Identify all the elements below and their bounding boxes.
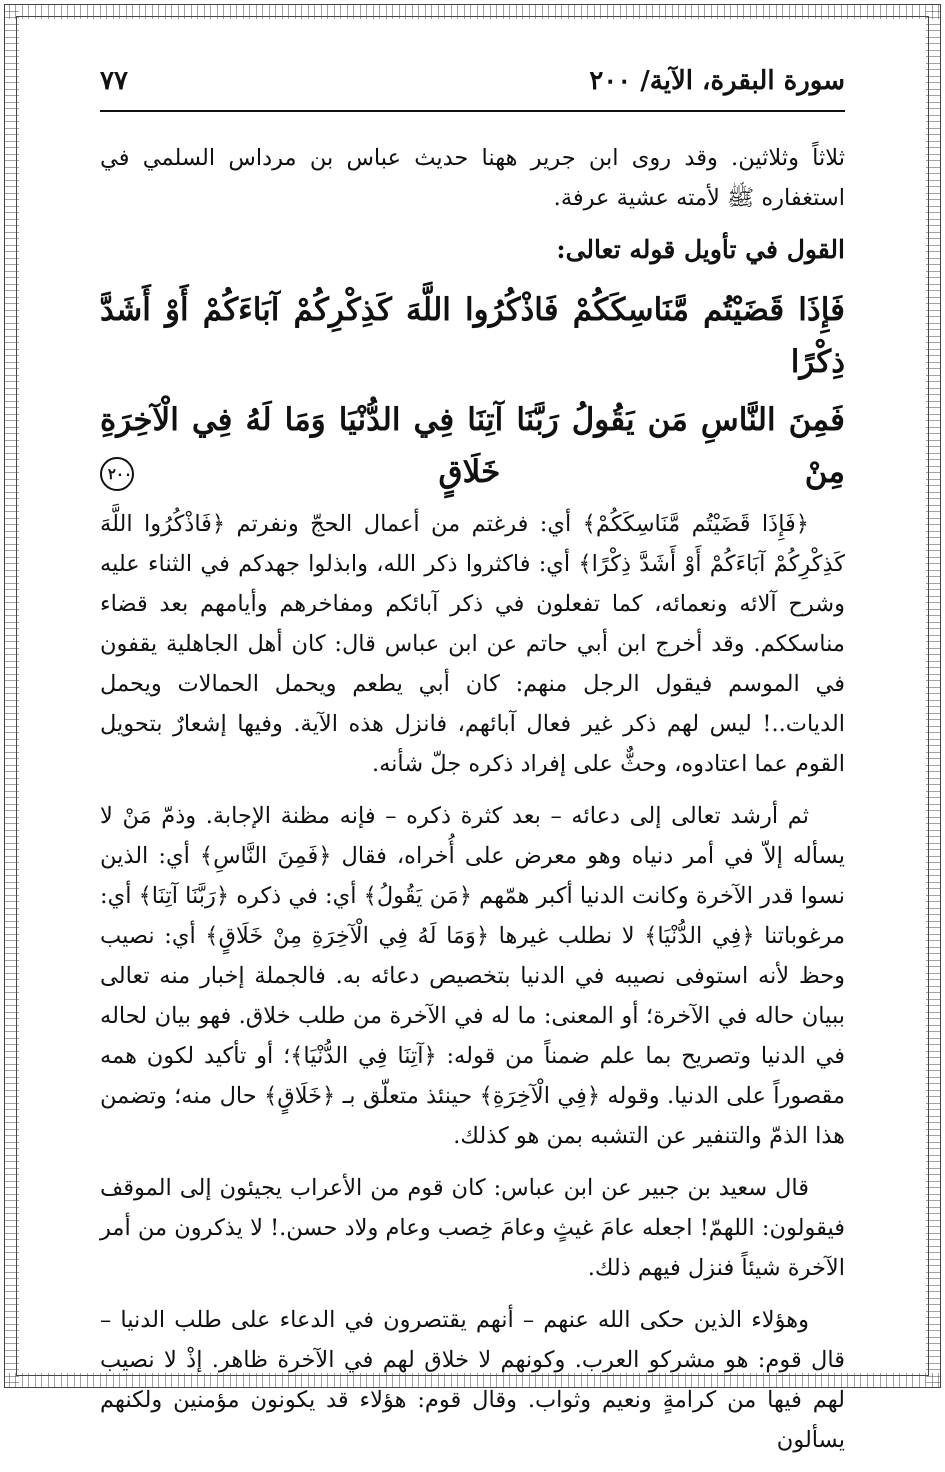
- paragraph-1: ثلاثاً وثلاثين. وقد روى ابن جرير ههنا حديث عباس بن مرداس السلمي في استغفاره ﷺ لأمته عشية عرفة.: [100, 145, 845, 211]
- quran-verse-line-2: [100, 394, 845, 498]
- border-ornament-left: [5, 6, 19, 1386]
- page-content: [100, 138, 845, 1472]
- quran-verse-line-2-text: فَمِنَ النَّاسِ مَن يَقُولُ رَبَّنَا آتِنَا فِي الدُّنْيَا وَمَا لَهُ فِي الْآخِرَةِ مِنْ خَلَاقٍ: [100, 402, 845, 490]
- quran-verse-line-1: فَإِذَا قَضَيْتُم مَّنَاسِكَكُمْ فَاذْكُرُوا اللَّهَ كَذِكْرِكُمْ آبَاءَكُمْ أَوْ أَشَدَّ ذِكْرًا: [100, 292, 845, 380]
- border-ornament-top: [6, 5, 939, 19]
- paragraph-2: ﴿فَإِذَا قَضَيْتُم مَّنَاسِكَكُمْ﴾ أي: فرغتم من أعمال الحجّ ونفرتم ﴿فَاذْكُرُوا اللَّهَ كَذِكْرِكُمْ آبَاءَكُمْ أَوْ أَشَدَّ ذِكْرًا﴾ أي: فاكثروا ذكر الله، وابذلوا جهدكم في الثناء عليه وشرح آلائه ونعمائه، كما تفعلون في ذكر آبائكم ومفاخرهم وأيامهم بعد قضاء مناسككم. وقد أخرج ابن أبي حاتم عن ابن عباس قال: كان أهل الجاهلية يقفون في الموسم فيقول الرجل منهم: كان أبي يطعم ويحمل الحمالات ويحمل الديات..! ليس لهم ذكر غير فعال آبائهم، فانزل هذه الآية. وفيها إشعارٌ بتحويل القوم عما اعتادوه، وحثٌّ على إفراد ذكره جلّ شأنه.: [100, 511, 845, 777]
- verse-number-marker: ٢٠٠: [100, 457, 134, 491]
- page-header: [100, 66, 845, 112]
- paragraph-5: وهؤلاء الذين حكى الله عنهم – أنهم يقتصرون في الدعاء على طلب الدنيا – قال قوم: هو مشركو العرب. وكونهم لا خلاق لهم في الآخرة ظاهر. إذْ لا نصيب لهم فيها من كرامةٍ ونعيم وثواب. وقال قوم: هؤلاء قد يكونون مؤمنين ولكنهم يسألون: [100, 1307, 845, 1453]
- border-ornament-right: [926, 6, 940, 1386]
- running-title: سورة البقرة، الآية/ ٢٠٠: [589, 66, 845, 96]
- page-number: ٧٧: [100, 66, 128, 96]
- paragraph-3: ثم أرشد تعالى إلى دعائه – بعد كثرة ذكره – فإنه مظنة الإجابة. وذمّ مَنْ لا يسأله إلاّ في أمر دنياه وهو معرض على أُخراه، فقال ﴿فَمِنَ النَّاسِ﴾ أي: الذين نسوا قدر الآخرة وكانت الدنيا أكبر همّهم ﴿مَن يَقُولُ﴾ أي: في ذكره ﴿رَبَّنَا آتِنَا﴾ أي: مرغوباتنا ﴿فِي الدُّنْيَا﴾ لا نطلب غيرها ﴿وَمَا لَهُ فِي الْآخِرَةِ مِنْ خَلَاقٍ﴾ أي: نصيب وحظ لأنه استوفى نصيبه في الدنيا بتخصيص دعائه به. فالجملة إخبار منه تعالى ببيان حاله في الآخرة؛ أو المعنى: ما له في الآخرة من طلب خلاق. فهو بيان لحاله في الدنيا وتصريح بما علم ضمناً من قوله: ﴿آتِنَا فِي الدُّنْيَا﴾؛ أو تأكيد لكون همه مقصوراً على الدنيا. وقوله ﴿فِي الْآخِرَةِ﴾ حينئذ متعلّق بـ ﴿خَلَاقٍ﴾ حال منه؛ وتضمن هذا الذمّ والتنفير عن التشبه بمن هو كذلك.: [100, 803, 845, 1149]
- section-heading: القول في تأويل قوله تعالى:: [556, 235, 845, 264]
- paragraph-4: قال سعيد بن جبير عن ابن عباس: كان قوم من الأعراب يجيئون إلى الموقف فيقولون: اللهمّ! اجعله عامَ غيثٍ وعامَ خِصب وعام ولاد حسن.! لا يذكرون من أمر الآخرة شيئاً فنزل فيهم ذلك.: [100, 1175, 845, 1281]
